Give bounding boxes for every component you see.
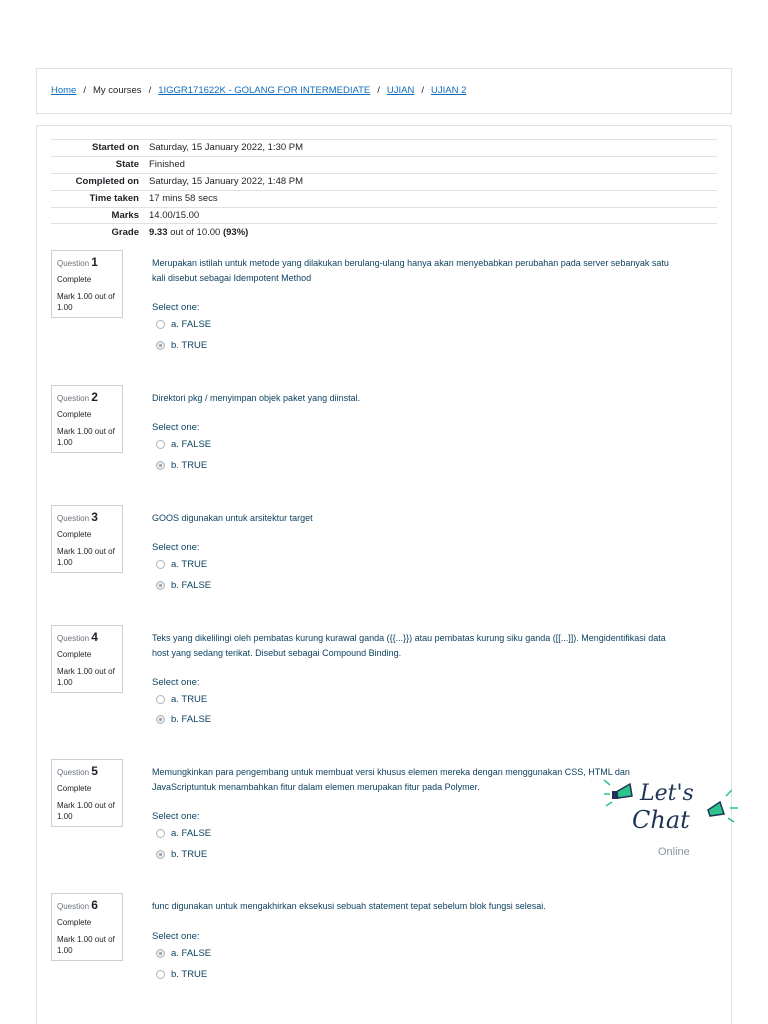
question-number: Question 2 [57,390,98,404]
answer-label: a. FALSE [171,828,212,839]
select-one-label: Select one: [152,677,200,688]
chat-widget[interactable] [600,766,750,866]
attempt-summary-table [51,139,717,241]
answer-option-b[interactable] [156,849,207,860]
radio-button[interactable] [156,695,165,704]
breadcrumb-my-courses: My courses [92,85,142,96]
question-info-box [51,505,123,573]
question-mark: Mark 1.00 out of 1.00 [57,801,115,821]
summary-row [51,173,717,190]
breadcrumb-separator: / [421,85,424,96]
question-mark: Mark 1.00 out of 1.00 [57,935,115,955]
select-one-label: Select one: [152,302,200,313]
select-one-label: Select one: [152,542,200,553]
summary-row [51,224,717,241]
summary-value: Saturday, 15 January 2022, 1:30 PM [149,140,717,157]
breadcrumb [51,85,466,96]
summary-label: Grade [51,224,149,241]
radio-button[interactable] [156,440,165,449]
summary-row [51,190,717,207]
question-state: Complete [57,410,92,419]
question-number: Question 5 [57,764,98,778]
radio-button[interactable] [156,970,165,979]
question-state: Complete [57,650,92,659]
question-text: Merupakan istilah untuk metode yang dilakukan berulang-ulang hanya akan menyebabkan perubahan pada server sebanyak satu kali disebut sebagai Idempotent Method [152,258,669,283]
breadcrumb-course-link[interactable]: 1IGGR171622K - GOLANG FOR INTERMEDIATE [158,85,371,96]
radio-button-selected[interactable] [156,581,165,590]
chat-status: Online [658,846,690,858]
answer-option-a[interactable] [156,319,211,330]
breadcrumb-home-link[interactable]: Home [51,85,77,96]
summary-label: Time taken [51,190,149,207]
megaphone-icon [604,780,632,806]
megaphone-icon [708,790,738,822]
select-one-label: Select one: [152,931,200,942]
summary-label: Marks [51,207,149,224]
answer-label: b. FALSE [171,714,212,725]
summary-row [51,207,717,224]
answer-label: b. TRUE [171,340,208,351]
grade-value: 9.33 [149,227,168,239]
breadcrumb-card [36,68,732,114]
select-one-label: Select one: [152,811,200,822]
summary-value [149,224,717,241]
question-text: Direktori pkg / menyimpan objek paket yang diinstal. [152,393,361,403]
summary-label: Completed on [51,173,149,190]
summary-row [51,140,717,157]
answer-label: a. TRUE [171,559,208,570]
select-one-label: Select one: [152,422,200,433]
summary-value: 17 mins 58 secs [149,190,717,207]
answer-label: a. FALSE [171,439,212,450]
answer-label: b. FALSE [171,580,212,591]
summary-value: 14.00/15.00 [149,207,717,224]
question-state: Complete [57,530,92,539]
answer-label: b. TRUE [171,969,208,980]
question-text: Memungkinkan para pengembang untuk membuat versi khusus elemen mereka dengan menggunakan CSS, HTML dan JavaScriptuntuk menambahkan fitur dalam elemen merupakan fitur pada Polymer. [152,767,630,792]
question-info-box [51,625,123,693]
chat-logo-text-lets: Let's [640,781,694,806]
question-number: Question 4 [57,630,98,644]
breadcrumb-separator: / [377,85,380,96]
question-mark: Mark 1.00 out of 1.00 [57,667,115,687]
question-info-box [51,250,123,318]
answer-option-a[interactable] [156,694,207,705]
answer-label: a. FALSE [171,948,212,959]
summary-label: State [51,156,149,173]
answer-label: b. TRUE [171,460,208,471]
question-state: Complete [57,784,92,793]
answer-option-a[interactable] [156,948,211,959]
radio-button-selected[interactable] [156,461,165,470]
answer-option-b[interactable] [156,340,207,351]
question-info-box [51,385,123,453]
summary-value: Saturday, 15 January 2022, 1:48 PM [149,173,717,190]
question-mark: Mark 1.00 out of 1.00 [57,292,115,312]
question-state: Complete [57,275,92,284]
chat-logo-icon[interactable] [600,766,750,846]
question-mark: Mark 1.00 out of 1.00 [57,427,115,447]
radio-button[interactable] [156,320,165,329]
question-number: Question 1 [57,255,98,269]
summary-label: Started on [51,140,149,157]
answer-option-b[interactable] [156,460,207,471]
question-number: Question 3 [57,510,98,524]
radio-button-selected[interactable] [156,715,165,724]
answer-option-a[interactable] [156,828,211,839]
radio-button[interactable] [156,829,165,838]
answer-option-a[interactable] [156,559,207,570]
answer-label: a. TRUE [171,694,208,705]
answer-option-b[interactable] [156,969,207,980]
chat-logo-text-chat: Chat [632,806,690,834]
radio-button[interactable] [156,560,165,569]
answer-option-b[interactable] [156,714,211,725]
question-info-box [51,893,123,961]
question-text: Teks yang dikelilingi oleh pembatas kurung kurawal ganda ({{...}}) atau pembatas kurung siku ganda ([[...]]). Mengidentifikasi data host yang sedang terikat. Disebut sebagai Compound Binding. [152,633,666,658]
radio-button-selected[interactable] [156,850,165,859]
breadcrumb-separator: / [148,85,152,96]
question-text: GOOS digunakan untuk arsitektur target [152,513,313,523]
question-number: Question 6 [57,898,98,912]
grade-percent: (93%) [222,227,249,239]
breadcrumb-quiz-link[interactable]: UJIAN 2 [430,85,467,96]
breadcrumb-separator: / [83,85,86,96]
question-state: Complete [57,918,92,927]
question-info-box [51,759,123,827]
answer-label: a. FALSE [171,319,212,330]
grade-out-of: out of 10.00 [167,227,223,239]
question-mark: Mark 1.00 out of 1.00 [57,547,115,567]
answer-label: b. TRUE [171,849,208,860]
summary-row [51,156,717,173]
radio-button-selected[interactable] [156,341,165,350]
question-text: func digunakan untuk mengakhirkan eksekusi sebuah statement tepat sebelum blok fungsi selesai. [152,901,546,911]
summary-value: Finished [149,156,717,173]
answer-option-a[interactable] [156,439,211,450]
radio-button-selected[interactable] [156,949,165,958]
answer-option-b[interactable] [156,580,211,591]
breadcrumb-section-link[interactable]: UJIAN [386,85,415,96]
